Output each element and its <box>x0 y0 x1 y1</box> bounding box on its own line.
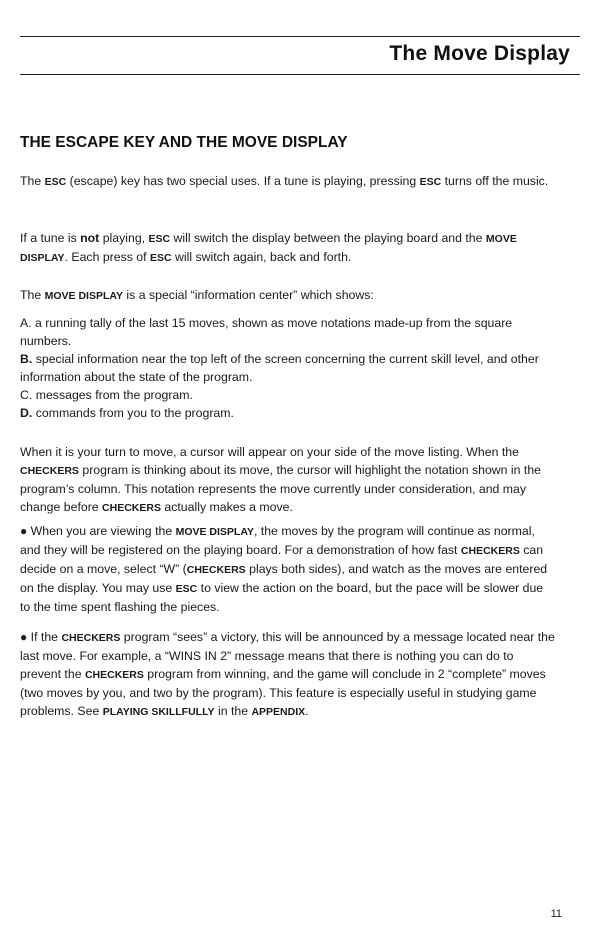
header-top-rule <box>20 36 580 37</box>
paragraph-cursor: When it is your turn to move, a cursor will appear on your side of the move listing. When the CHECKERS program is thinking about its move, the cursor will highlight the notation shown in the program’s column. This notation represents the move currently under consideration, and may change before CHECKERS actually makes a move. <box>20 445 542 514</box>
list-item: B. special information near the top left of the screen concerning the current skill level, and other information about the state of the program. <box>20 352 539 384</box>
bullet-icon: ● <box>20 630 28 644</box>
list-item: A. a running tally of the last 15 moves, shown as move notations made-up from the square numbers. <box>20 316 513 348</box>
bullet-icon: ● <box>20 524 28 538</box>
paragraph-viewing-display: ● When you are viewing the MOVE DISPLAY, the moves by the program will continue as normal, and they will be registered on the playing board. For a demonstration of how fast CHECKERS can decide on a move, select “W” (CHECKERS plays both sides), and watch as the moves are entered on the display. You may use ESC to view the action on the board, but the pace will be slower due to the time spent flashing the pieces. <box>20 524 548 614</box>
list-item: D. commands from you to the program. <box>20 406 234 420</box>
page-number: 11 <box>550 908 562 920</box>
section-heading: THE ESCAPE KEY AND THE MOVE DISPLAY <box>20 134 348 151</box>
page-title: The Move Display <box>389 42 570 65</box>
paragraph-escape-uses: The ESC (escape) key has two special uses. If a tune is playing, pressing ESC turns off the music. <box>20 174 549 188</box>
paragraph-information-center: The MOVE DISPLAY is a special “information center” which shows: <box>20 288 374 302</box>
paragraph-move-display-toggle: If a tune is not playing, ESC will switch the display between the playing board and the MOVE DISPLAY. Each press of ESC will switch again, back and forth. <box>20 231 517 264</box>
list-item: C. messages from the program. <box>20 388 193 402</box>
information-list <box>20 314 555 422</box>
paragraph-victory: ● If the CHECKERS program “sees” a victory, this will be announced by a message located near the last move. For example, a “WINS IN 2” message means that there is nothing you can do to prevent the CHECKERS program from winning, and the game will conclude in 2 “complete” moves (two moves by you, and two by the program). This feature is especially useful in studying game problems. See PLAYING SKILLFULLY in the APPENDIX. <box>20 630 555 718</box>
header-bottom-rule <box>20 74 580 75</box>
